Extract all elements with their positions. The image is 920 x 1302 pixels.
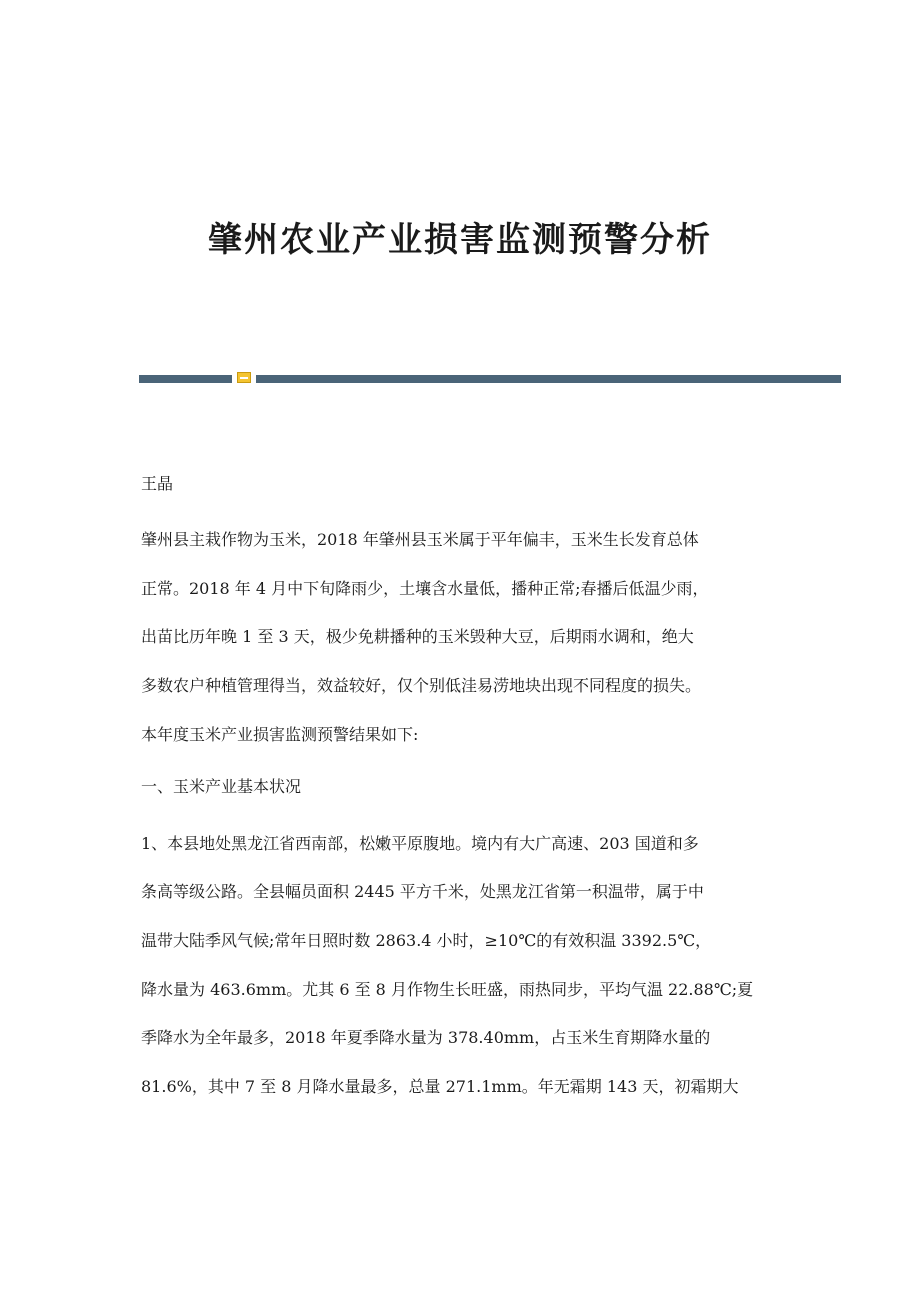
- body-line: 肇州县主栽作物为玉米，2018 年肇州县玉米属于平年偏丰，玉米生长发育总体: [141, 530, 699, 549]
- body-line: 正常。2018 年 4 月中下旬降雨少，土壤含水量低，播种正常;春播后低温少雨，: [141, 579, 709, 598]
- body-line: 条高等级公路。全县幅员面积 2445 平方千米，处黑龙江省第一积温带，属于中: [141, 882, 704, 901]
- document-title: 肇州农业产业损害监测预警分析: [208, 220, 712, 260]
- body-line: 温带大陆季风气候;常年日照时数 2863.4 小时，≥10℃的有效积温 3392.5℃，: [141, 931, 712, 950]
- body-line: 季降水为全年最多，2018 年夏季降水量为 378.40mm，占玉米生育期降水量的: [141, 1028, 711, 1047]
- body-line: 81.6%，其中 7 至 8 月降水量最多，总量 271.1mm。年无霜期 143 天，初霜期大: [141, 1077, 739, 1096]
- divider-emblem-icon: [237, 372, 251, 383]
- divider-bar-left: [139, 375, 232, 383]
- divider-bar-right: [256, 375, 841, 383]
- title-divider: [139, 375, 841, 385]
- body-line: 多数农户种植管理得当，效益较好，仅个别低洼易涝地块出现不同程度的损失。: [141, 676, 702, 695]
- section-heading: 一、玉米产业基本状况: [141, 777, 302, 796]
- body-line: 降水量为 463.6mm。尤其 6 至 8 月作物生长旺盛，雨热同步，平均气温 22.88℃;夏: [141, 980, 754, 999]
- author-name: 王晶: [141, 474, 174, 493]
- body-line: 本年度玉米产业损害监测预警结果如下:: [141, 725, 419, 744]
- body-line: 出苗比历年晚 1 至 3 天，极少免耕播种的玉米毁种大豆，后期雨水调和，绝大: [141, 627, 694, 646]
- body-line: 1、本县地处黑龙江省西南部，松嫩平原腹地。境内有大广高速、203 国道和多: [141, 834, 699, 853]
